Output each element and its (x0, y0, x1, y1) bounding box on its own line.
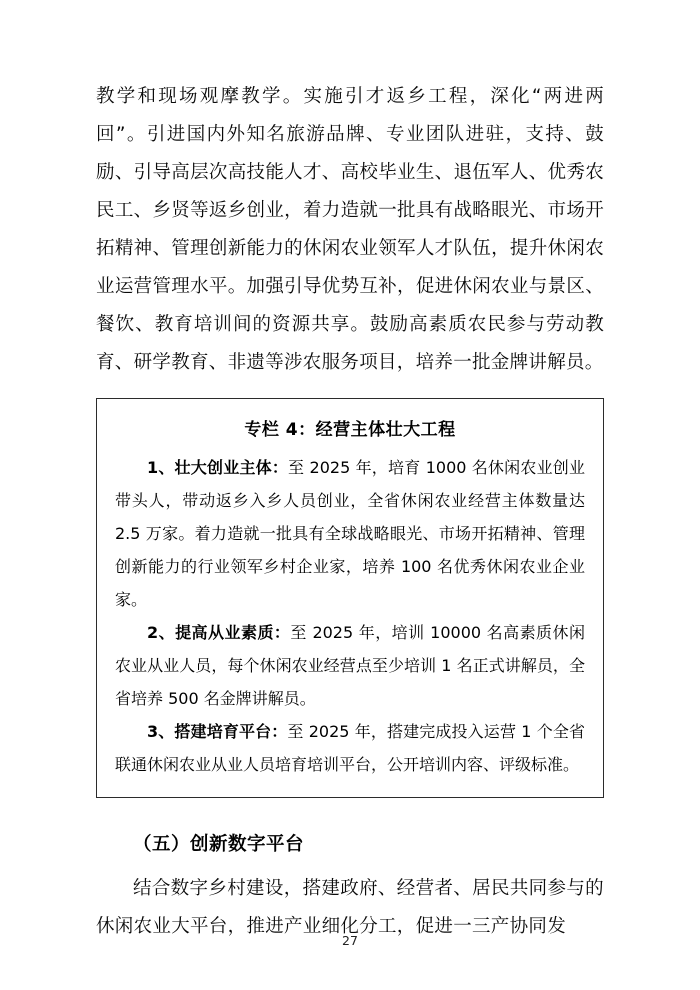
page-number: 27 (342, 933, 358, 948)
callout-item-lead: 1、壮大创业主体： (147, 458, 289, 477)
callout-item-text: 至 2025 年，培训 10000 名高素质休闲农业从业人员，每个休闲农业经营点至少培训 1 名正式讲解员，全省培养 500 名金牌讲解员。 (115, 623, 585, 708)
callout-item (115, 616, 585, 715)
callout-item (115, 451, 585, 616)
top-paragraph: 教学和现场观摩教学。实施引才返乡工程，深化“两进两回”。引进国内外知名旅游品牌、专业团队进驻，支持、鼓励、引导高层次高技能人才、高校毕业生、退伍军人、优秀农民工、乡贤等返乡创业，着力造就一批具有战略眼光、市场开拓精神、管理创新能力的休闲农业领军人才队伍，提升休闲农业运营管理水平。加强引导优势互补，促进休闲农业与景区、餐饮、教育培训间的资源共享。鼓励高素质农民参与劳动教育、研学教育、非遗等涉农服务项目，培养一批金牌讲解员。 (96, 86, 604, 373)
callout-item (115, 715, 585, 781)
section-heading: （五）创新数字平台 (133, 834, 305, 855)
callout-item-lead: 2、提高从业素质： (147, 623, 291, 642)
bottom-paragraph: 结合数字乡村建设，搭建政府、经营者、居民共同参与的休闲农业大平台，推进产业细化分工，促进一三产协同发 (96, 878, 604, 937)
callout-item-lead: 3、搭建培育平台： (147, 722, 288, 741)
callout-box (96, 398, 604, 798)
callout-item-text: 至 2025 年，培育 1000 名休闲农业创业带头人，带动返乡入乡人员创业，全省休闲农业经营主体数量达 2.5 万家。着力造就一批具有全球战略眼光、市场开拓精神、管理创新能力的行业领军乡村企业家，培养 100 名优秀休闲农业企业家。 (115, 458, 585, 609)
callout-item-text: 至 2025 年，搭建完成投入运营 1 个全省联通休闲农业从业人员培育培训平台，公开培训内容、评级标准。 (115, 722, 585, 774)
callout-box-title: 专栏 4：经营主体壮大工程 (244, 420, 456, 440)
